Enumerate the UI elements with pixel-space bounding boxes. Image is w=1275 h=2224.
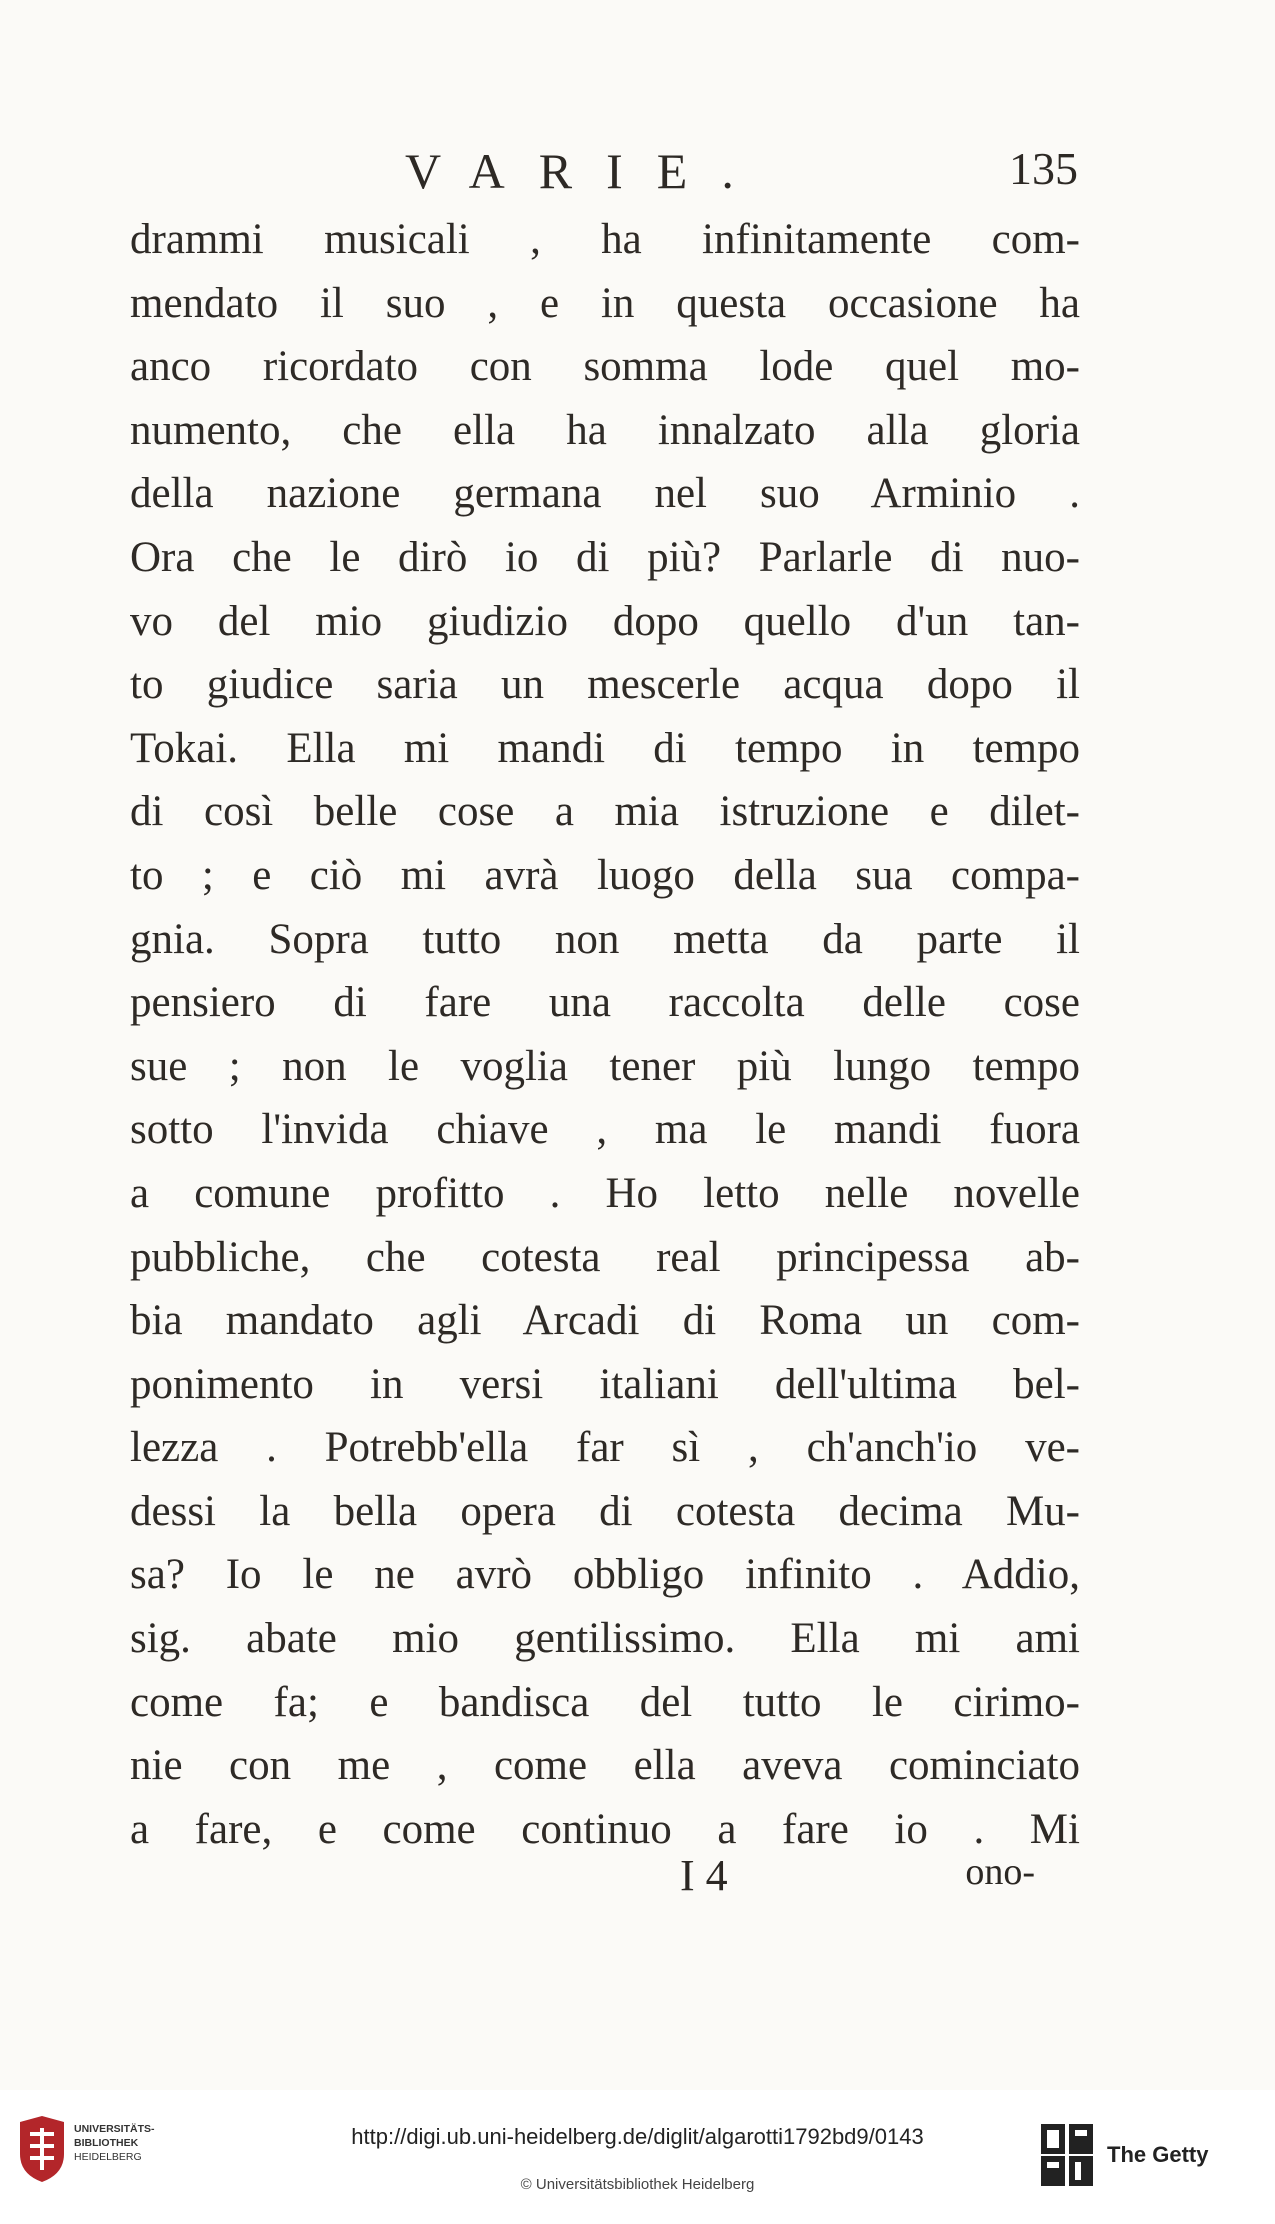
- permalink-url[interactable]: http://digi.ub.uni-heidelberg.de/diglit/algarotti1792bd9/0143: [351, 2124, 924, 2149]
- page-number: 135: [1009, 143, 1078, 194]
- text-line: sa? Io le ne avrò obbligo infinito . Addio,: [130, 1551, 1080, 1599]
- body-text: [130, 208, 1080, 1861]
- text-line: della nazione germana nel suo Arminio .: [130, 470, 1080, 518]
- text-line: ponimento in versi italiani dell'ultima bel-: [130, 1360, 1080, 1408]
- text-line: Ora che le dirò io di più? Parlarle di nuo-: [130, 533, 1080, 581]
- getty-mark-icon: [1039, 2122, 1095, 2188]
- text-line: pubbliche, che cotesta real principessa ab-: [130, 1233, 1080, 1281]
- text-line: Tokai. Ella mi mandi di tempo in tempo: [130, 724, 1080, 772]
- text-line: sotto l'invida chiave , ma le mandi fuora: [130, 1106, 1080, 1154]
- text-line: sig. abate mio gentilissimo. Ella mi ami: [130, 1615, 1080, 1663]
- library-logo-line-1: UNIVERSITÄTS-: [74, 2123, 155, 2135]
- text-line: vo del mio giudizio dopo quello d'un tan-: [130, 597, 1080, 645]
- text-line: anco ricordato con somma lode quel mo-: [130, 343, 1080, 391]
- getty-logo[interactable]: [1039, 2120, 1259, 2190]
- text-line: gnia. Sopra tutto non metta da parte il: [130, 915, 1080, 963]
- text-line: mendato il suo , e in questa occasione ha: [130, 279, 1080, 327]
- copyright-notice: © Universitätsbibliothek Heidelberg: [520, 2176, 755, 2193]
- text-line: bia mandato agli Arcadi di Roma un com-: [130, 1297, 1080, 1345]
- text-line: drammi musicali , ha infinitamente com-: [130, 216, 1080, 263]
- library-logo-line-2: BIBLIOTHEK: [74, 2137, 139, 2149]
- viewer-footer-bar: [0, 2090, 1275, 2224]
- page-footer: [130, 1850, 1080, 1910]
- text-line: pensiero di fare una raccolta delle cose: [130, 979, 1080, 1027]
- text-line: nie con me , come ella aveva cominciato: [130, 1742, 1080, 1790]
- text-line: to giudice saria un mescerle acqua dopo il: [130, 661, 1080, 709]
- text-line: di così belle cose a mia istruzione e dilet-: [130, 788, 1080, 836]
- text-line: come fa; e bandisca del tutto le cirimo-: [130, 1678, 1080, 1726]
- signature-mark: I 4: [680, 1851, 728, 1900]
- text-line: a comune profitto . Ho letto nelle novelle: [130, 1169, 1080, 1217]
- text-line: dessi la bella opera di cotesta decima Mu-: [130, 1487, 1080, 1535]
- text-line: a fare, e come continuo a fare io . Mi: [130, 1805, 1080, 1853]
- running-head: [130, 142, 1090, 202]
- text-line: numento, che ella ha innalzato alla gloria: [130, 406, 1080, 454]
- text-line: lezza . Potrebb'ella far sì , ch'anch'io ve-: [130, 1424, 1080, 1472]
- running-head-title: VARIE.: [405, 143, 768, 199]
- library-logo-line-3: HEIDELBERG: [74, 2151, 142, 2163]
- text-line: sue ; non le voglia tener più lungo tempo: [130, 1042, 1080, 1090]
- text-line: to ; e ciò mi avrà luogo della sua compa-: [130, 851, 1080, 899]
- getty-label: The Getty: [1107, 2142, 1209, 2167]
- catchword: ono-: [965, 1851, 1035, 1893]
